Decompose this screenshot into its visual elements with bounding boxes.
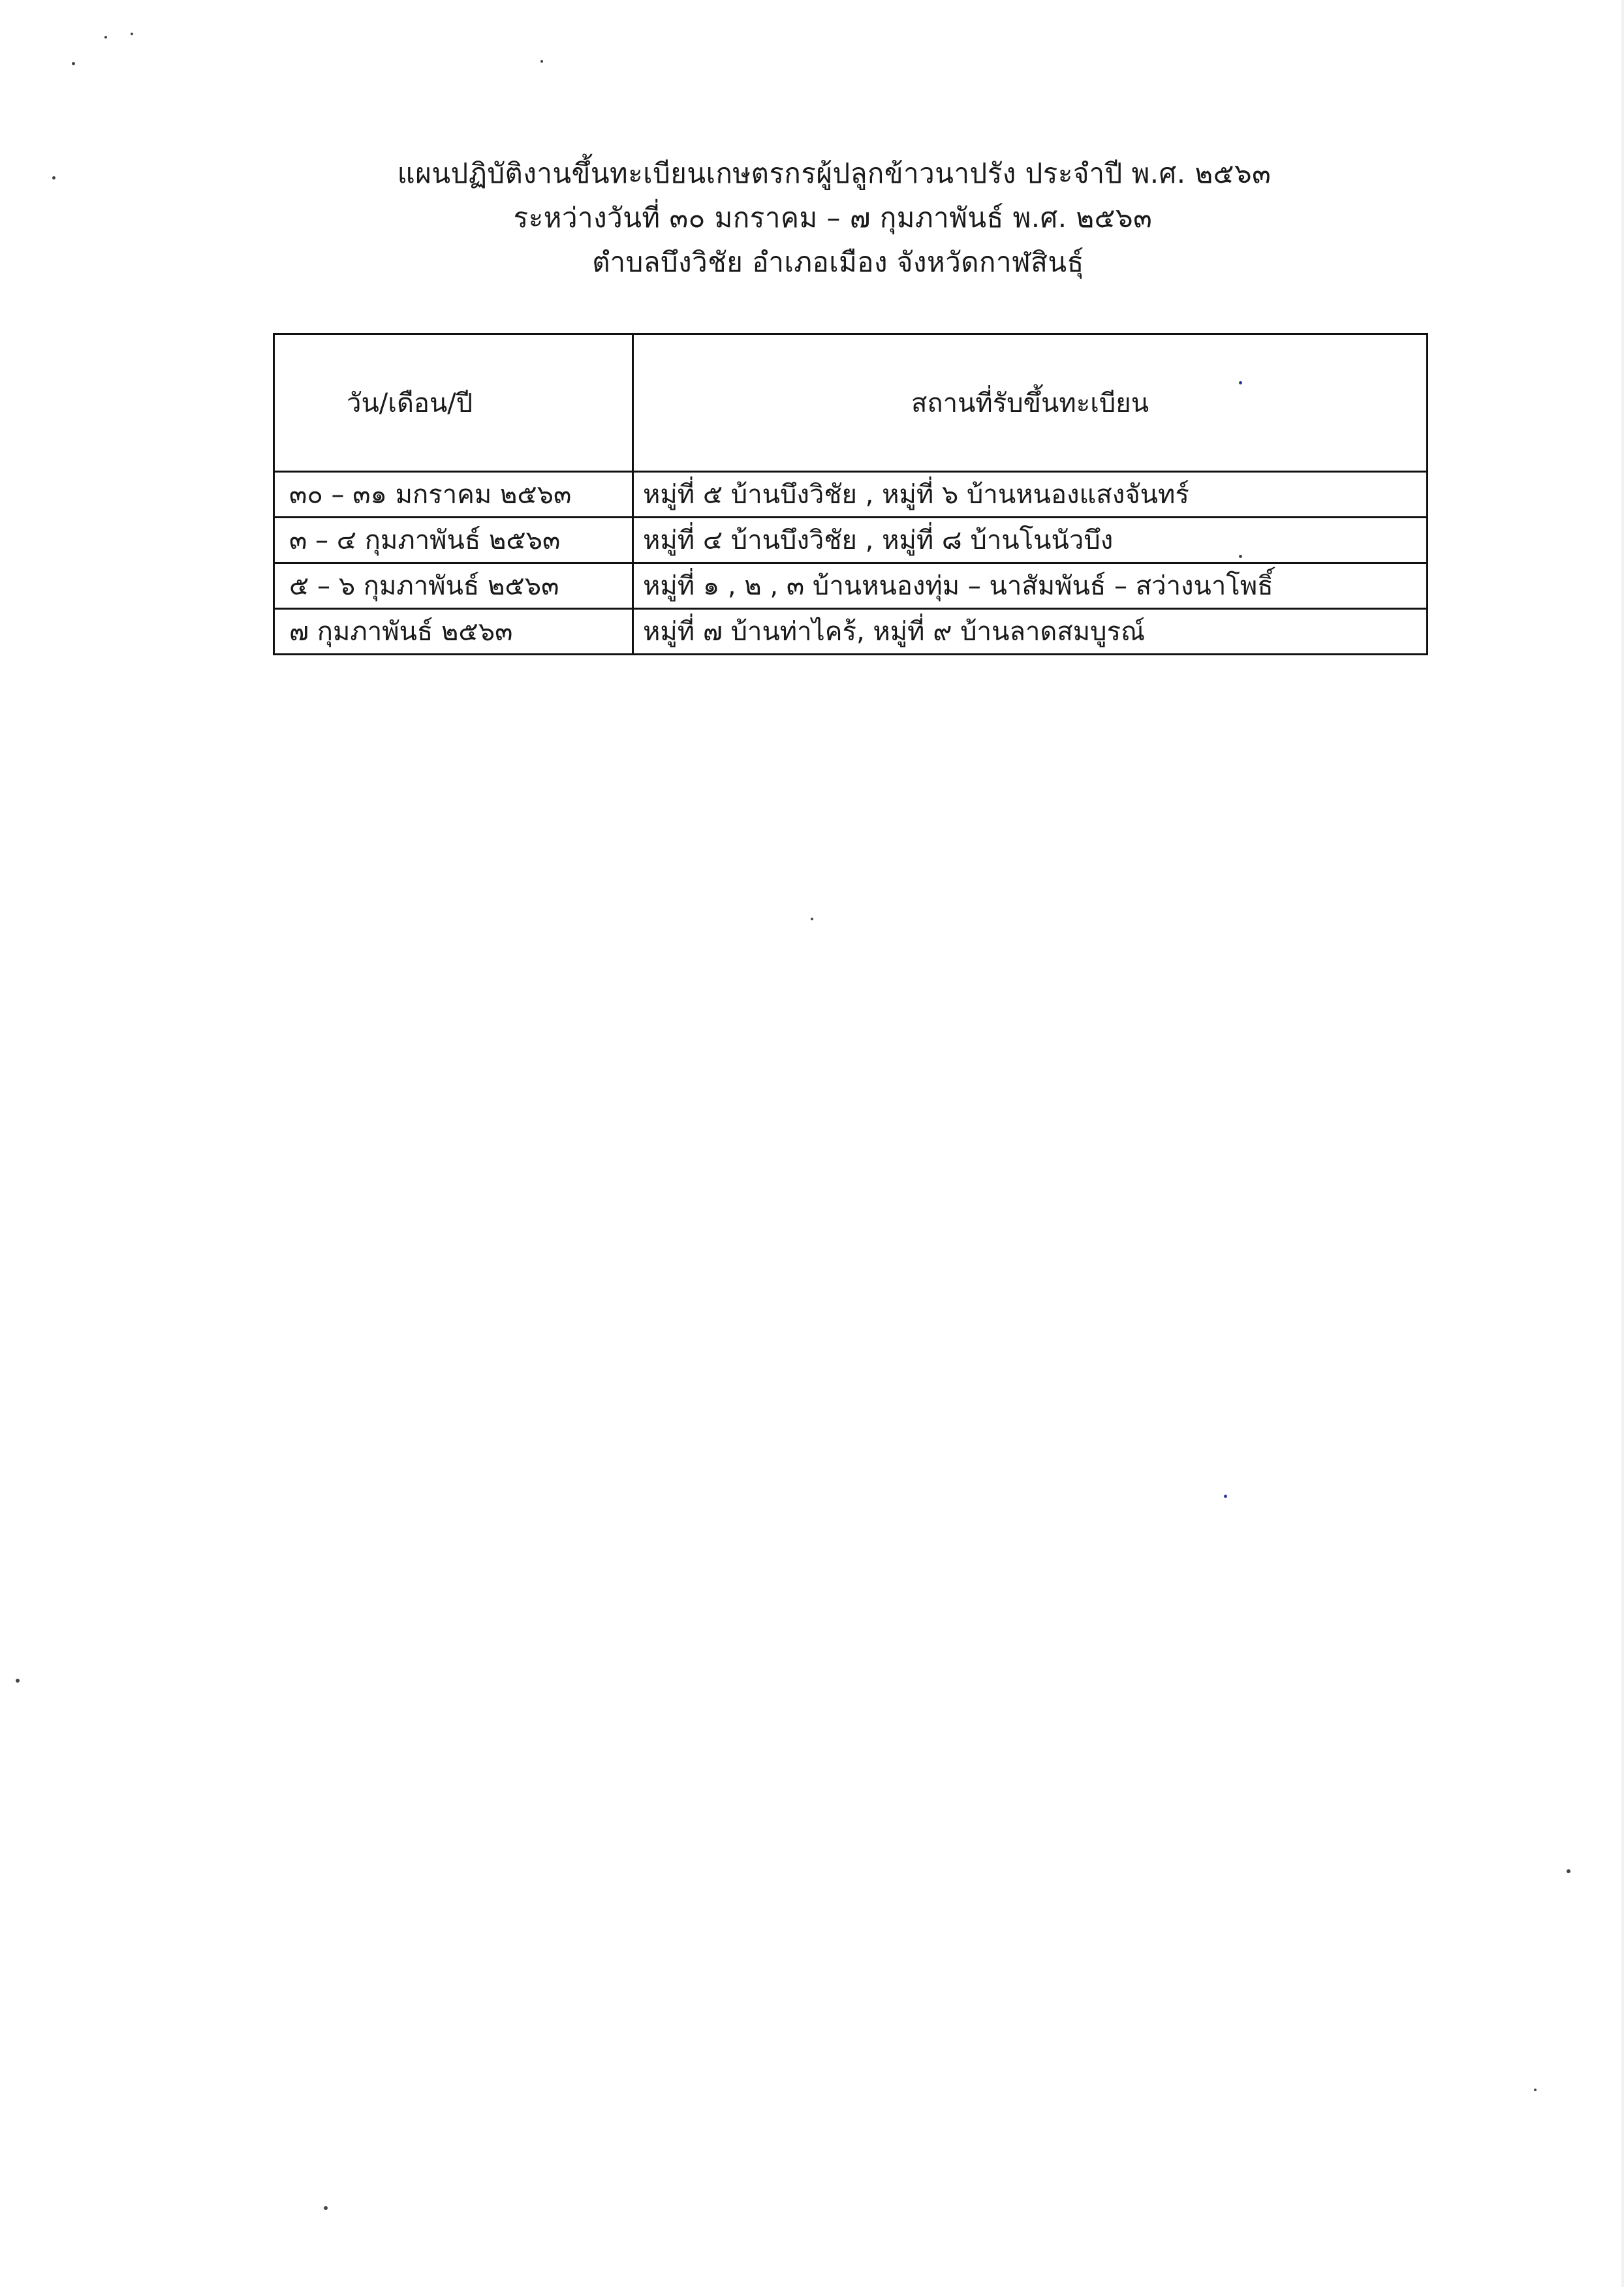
- document-location: ตำบลบึงวิชัย อำเภอเมือง จังหวัดกาฬสินธุ์: [592, 246, 1084, 278]
- table-row: [274, 472, 1428, 518]
- row-place: หมู่ที่ ๗ บ้านท่าไคร้, หมู่ที่ ๙ บ้านลาดสมบูรณ์: [633, 609, 1428, 655]
- scan-speck: [811, 918, 813, 920]
- row-date: ๓๐ – ๓๑ มกราคม ๒๕๖๓: [274, 472, 633, 518]
- scan-speck: [52, 176, 55, 179]
- scan-speck: [1534, 2089, 1537, 2091]
- schedule-table: [273, 333, 1428, 655]
- scan-speck: [16, 1679, 20, 1683]
- scan-speck: [540, 60, 543, 63]
- table-row: [274, 563, 1428, 609]
- scan-speck: [1239, 555, 1242, 558]
- table-header-row: [274, 334, 1428, 472]
- scan-speck: [324, 2206, 328, 2210]
- scan-speck: [1224, 1495, 1227, 1498]
- schedule-table-container: [273, 333, 1426, 655]
- page-edge: [1621, 0, 1624, 2287]
- table-row: [274, 609, 1428, 655]
- scan-speck: [1567, 1869, 1570, 1873]
- row-date: ๓ – ๔ กุมภาพันธ์ ๒๕๖๓: [274, 518, 633, 563]
- column-header-date: วัน/เดือน/ปี: [274, 334, 633, 472]
- column-header-place: สถานที่รับขึ้นทะเบียน: [633, 334, 1428, 472]
- scan-speck: [72, 62, 75, 65]
- row-place: หมู่ที่ ๕ บ้านบึงวิชัย , หมู่ที่ ๖ บ้านหนองแสงจันทร์: [633, 472, 1428, 518]
- row-date: ๗ กุมภาพันธ์ ๒๕๖๓: [274, 609, 633, 655]
- scan-speck: [1239, 381, 1242, 384]
- document-date-range: ระหว่างวันที่ ๓๐ มกราคม – ๗ กุมภาพันธ์ พ.ศ. ๒๕๖๓: [513, 202, 1153, 234]
- row-date: ๕ – ๖ กุมภาพันธ์ ๒๕๖๓: [274, 563, 633, 609]
- scan-speck: [104, 36, 107, 39]
- document-title: แผนปฏิบัติงานขึ้นทะเบียนเกษตรกรผู้ปลูกข้าวนาปรัง ประจำปี พ.ศ. ๒๕๖๓: [397, 157, 1272, 189]
- row-place: หมู่ที่ ๔ บ้านบึงวิชัย , หมู่ที่ ๘ บ้านโนนัวบึง: [633, 518, 1428, 563]
- table-row: [274, 518, 1428, 563]
- scan-speck: [131, 33, 133, 35]
- row-place: หมู่ที่ ๑ , ๒ , ๓ บ้านหนองทุ่ม – นาสัมพันธ์ – สว่างนาโพธิ์: [633, 563, 1428, 609]
- document-header: [0, 151, 1624, 285]
